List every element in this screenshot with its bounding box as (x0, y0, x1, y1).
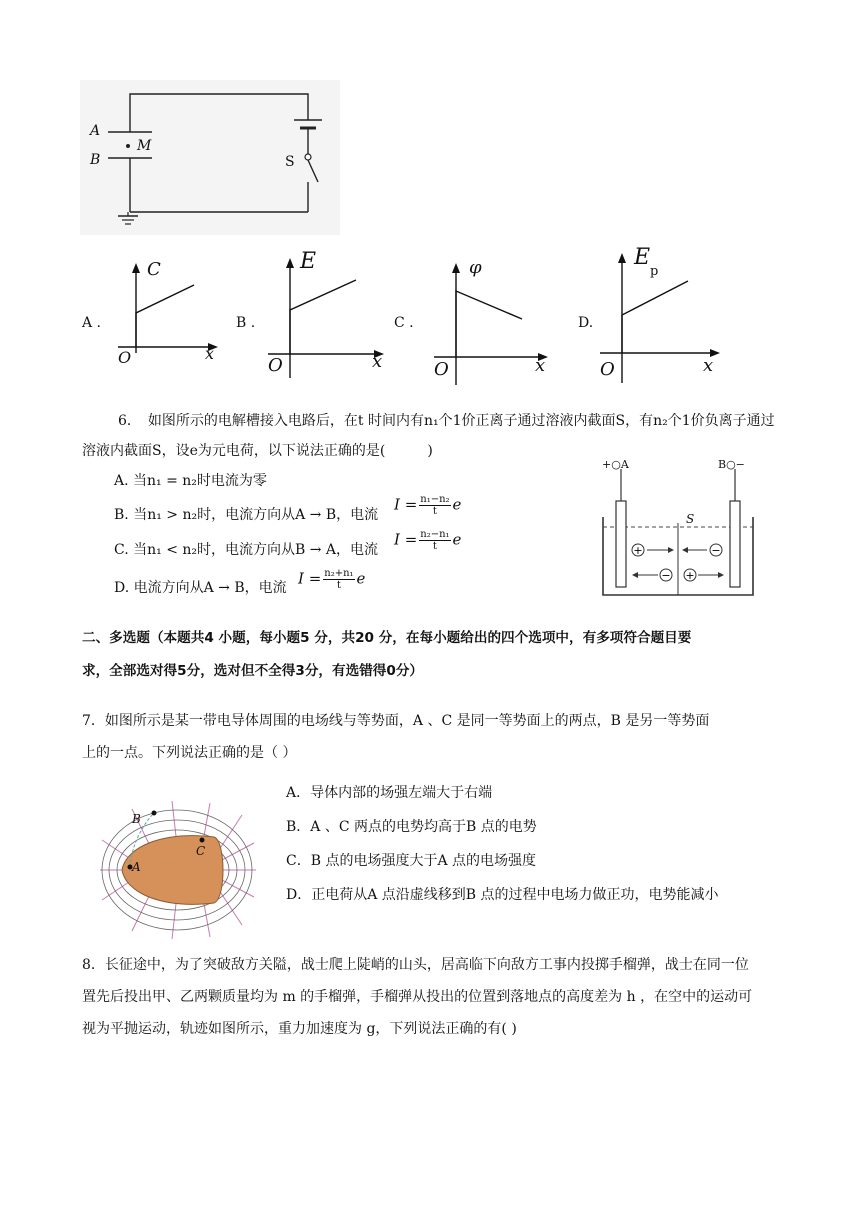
q7-option-c: C．B 点的电场强度大于A 点的电场强度 (286, 853, 537, 869)
q6-formula-d: I = $\frac{\text{n₂+n₁}}{t}$ e (298, 568, 366, 591)
graph-b-origin: O (268, 355, 283, 376)
electrolytic-cell-figure (600, 455, 760, 600)
section-2-line-1: 二、多选题（本题共4 小题，每小题5 分，共20 分，在每小题给出的四个选项中，有多项符合题目要 (82, 630, 692, 646)
graph-b (266, 250, 386, 380)
graph-b-xlabel: x (372, 351, 383, 372)
q6-option-d: D. 电流方向从A → B，电流 (114, 580, 287, 596)
field-lines-diagram (92, 795, 262, 945)
cell-terminal-a: +○A (602, 458, 629, 471)
q8-line-2: 置先后投出甲、乙两颗质量均为 m 的手榴弹，手榴弹从投出的位置到落地点的高度差为 h ，在空中的运动可 (82, 989, 753, 1005)
circuit-diagram (80, 80, 340, 235)
q6-line-2: 溶液内截面S，设e为元电荷，以下说法正确的是( ) (82, 443, 433, 459)
cell-section-s: S (686, 512, 695, 526)
graph-d-origin: O (600, 359, 615, 380)
point-m-label: M (137, 138, 152, 154)
graph-b-ylabel: E (300, 249, 317, 274)
q6-formula-b: I = $\frac{\text{n₁−n₂}}{t}$ e (394, 494, 462, 517)
graph-d-ylabel: E (634, 245, 651, 270)
plate-b-label: B (90, 152, 101, 168)
q8-line-1: 8．长征途中，为了突破敌方关隘，战士爬上陡峭的山头，居高临下向敌方工事内投掷手榴弹，战士在同一位 (82, 957, 749, 973)
graph-c (432, 255, 552, 385)
graph-c-xlabel: x (535, 355, 546, 376)
graph-c-ylabel: φ (469, 257, 482, 278)
graph-a-xlabel: x (205, 344, 215, 363)
svg-text:−: − (711, 544, 721, 557)
field-point-c: C (196, 844, 206, 858)
svg-text:+: + (685, 569, 695, 582)
field-lines-figure (92, 795, 262, 945)
svg-text:+: + (633, 544, 643, 557)
svg-text:−: − (661, 569, 671, 582)
field-point-b: B (132, 812, 141, 826)
graph-d-ysub: p (650, 264, 659, 279)
option-a-letter: A . (82, 315, 102, 331)
electrolytic-cell-diagram (600, 455, 760, 600)
q6-option-b: B. 当n₁ > n₂时，电流方向从A → B，电流 (114, 507, 379, 523)
graph-c-origin: O (434, 359, 449, 380)
q6-formula-c: I = $\frac{\text{n₂−n₁}}{t}$ e (394, 529, 462, 552)
graph-d-xlabel: x (703, 355, 714, 376)
q7-line-2: 上的一点。下列说法正确的是（ ） (82, 745, 297, 761)
q8-line-3: 视为平抛运动，轨迹如图所示，重力加速度为 g，下列说法正确的有( ) (82, 1021, 517, 1037)
q6-option-c: C. 当n₁ < n₂时，电流方向从B → A，电流 (114, 542, 379, 558)
q7-option-b: B．A 、C 两点的电势均高于B 点的电势 (286, 819, 537, 835)
option-d-letter: D. (578, 315, 594, 331)
section-2-line-2: 求，全部选对得5分，选对但不全得3分，有选错得0分） (82, 663, 424, 679)
switch-label: S (285, 154, 295, 170)
q6-line-1: 6． 如图所示的电解槽接入电路后，在t 时间内有n₁个1价正离子通过溶液内截面S，有n₂个1价负离子通过 (118, 413, 775, 429)
field-point-a: A (132, 860, 141, 874)
q6-option-a: A. 当n₁ = n₂时电流为零 (114, 473, 267, 489)
circuit-figure (80, 80, 340, 235)
option-c-letter: C . (394, 315, 414, 331)
option-b-letter: B . (236, 315, 256, 331)
plate-a-label: A (90, 123, 101, 139)
q7-line-1: 7．如图所示是某一带电导体周围的电场线与等势面，A 、C 是同一等势面上的两点，B 是另一等势面 (82, 713, 710, 729)
cell-terminal-b: B○− (718, 458, 745, 471)
q7-option-d: D．正电荷从A 点沿虚线移到B 点的过程中电场力做正功，电势能减小 (286, 887, 719, 903)
q7-option-a: A．导体内部的场强左端大于右端 (286, 785, 493, 801)
graph-a-ylabel: C (147, 259, 161, 280)
graph-a-origin: O (118, 348, 132, 367)
